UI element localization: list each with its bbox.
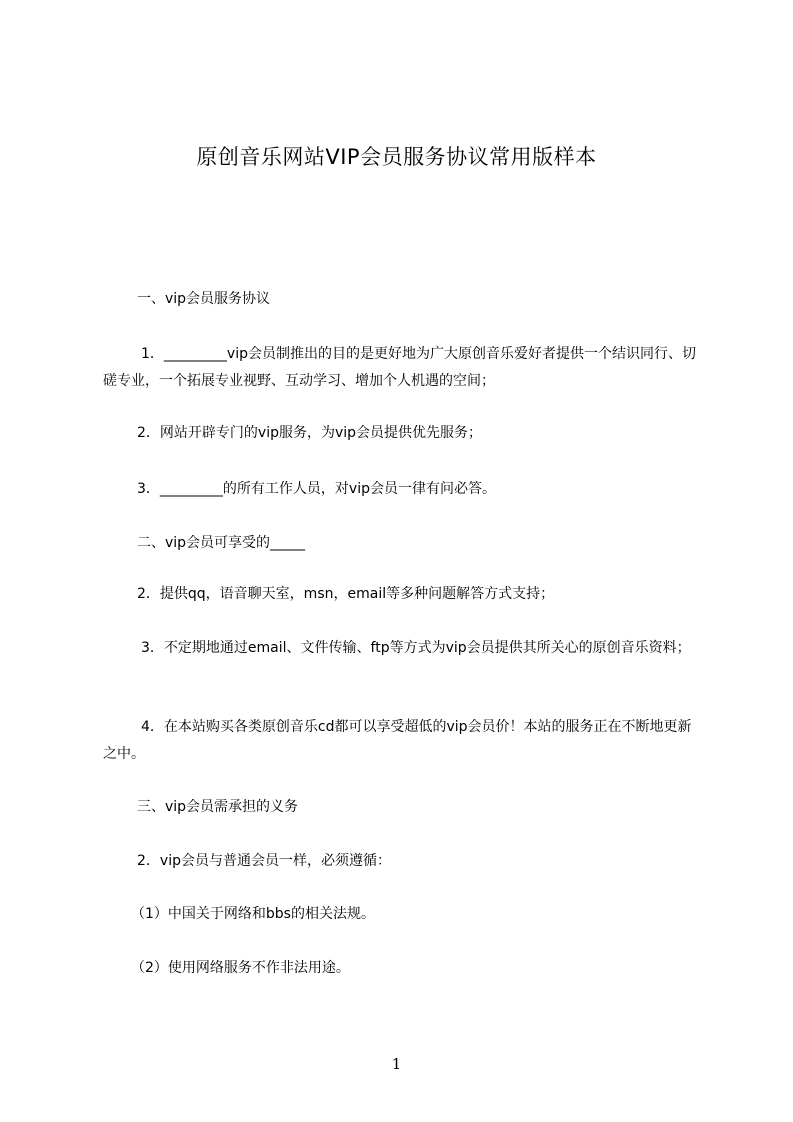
- section-heading-1: 一、vip会员服务协议: [137, 291, 271, 307]
- paragraph-2-2: 2．提供qq，语音聊天室，msn，email等多种问题解答方式支持；: [137, 586, 555, 602]
- paragraph-1-2: 2．网站开辟专门的vip服务，为vip会员提供优先服务；: [137, 425, 483, 441]
- paragraph-3-2: 2．vip会员与普通会员一样，必须遵循：: [137, 853, 391, 869]
- paragraph-1-3: 3．_________的所有工作人员，对vip会员一律有问必答。: [137, 481, 496, 497]
- paragraph-3-2-1: （1）中国关于网络和bbs的相关法规。: [131, 906, 375, 922]
- paragraph-2-3: 3．不定期地通过email、文件传输、ftp等方式为vip会员提供其所关心的原创音乐资料；: [141, 640, 691, 656]
- section-heading-3: 三、vip会员需承担的义务: [137, 799, 299, 815]
- paragraph-3-2-2: （2）使用网络服务不作非法用途。: [131, 960, 350, 976]
- paragraph-2-4: 4．在本站购买各类原创音乐cd都可以享受超低的vip会员价！本站的服务正在不断地更新之中。: [103, 719, 692, 762]
- paragraph-1-1: 1．_________vip会员制推出的目的是更好地为广大原创音乐爱好者提供一个结识同行、切磋专业，一个拓展专业视野、互动学习、增加个人机遇的空间；: [103, 346, 696, 389]
- document-title: 原创音乐网站VIP会员服务协议常用版样本: [196, 145, 597, 169]
- page-number: 1: [391, 1055, 402, 1073]
- section-heading-2: 二、vip会员可享受的_____: [137, 535, 306, 551]
